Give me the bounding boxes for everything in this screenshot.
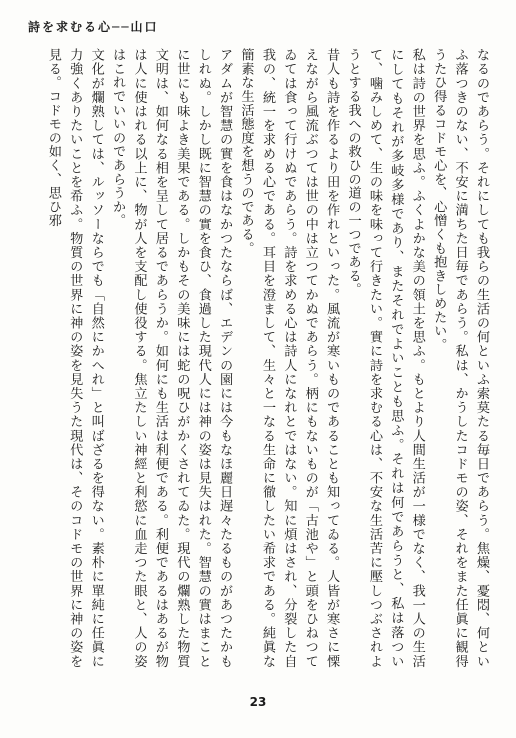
paragraph: なるのであらう。それにしても我らの生活の何といふ索莫たる毎日であらう。焦燥、憂悶、何といふ落つきのない、不安に満ちた日毎であらう。私は、かうしたコドモの姿、それをまた任眞に観得うたひ得るコドモ心を、心憎くも抱きしめたい。 xyxy=(431,48,489,668)
paragraph: 文化が爛熟しては、ルッソーならでも「自然にかへれ」と叫ばざるを得ない。素朴に單純に任眞に力強くありたいことを希ふ。物質の世界に神の姿を見失うた現代は、そのコドモの世界に神の姿を見る。コドモの如く、思ひ邪 xyxy=(45,48,104,668)
running-head: 詩を求むる心──山口 xyxy=(28,20,159,34)
page-number: 23 xyxy=(249,695,267,709)
paragraph: 私は詩の世界を思ふ。ふくよかな美の領土を思ふ。もとより人間生活が一様でなく、我一人の生活にしてもそれが多岐多様であり、またそれでよいことも思ふ。それは何であらうと、私は落ついて、噛みしめて、生の味を味って行きたい。實に詩を求むる心は、不安な生活苦に壓しつぶされようとする我への救ひの道の一つである。 xyxy=(345,48,425,668)
body-text xyxy=(22,48,492,668)
paragraph: 昔人も詩を作るより田を作れといった。風流が寒いものであることも知ってゐる。人皆が寒さに慄えながら風流ぶつては世の中は立つてかぬであらう。柄にもないものが「古池や」と頭をひねつてゐては食って行けぬであらう。詩を求める心は詩人になれとではない。知に煩はされ、分裂した自我の、統一を求める心である。耳目を澄まして、生々と一なる生命に徹したい希求である。純眞な簡素な生活態度を想うのである。 xyxy=(238,48,340,668)
paragraph: アダムが智慧の實を食はなかつたならば、エデンの園には今もなほ麗日遅々たるものがあつたかもしれぬ。しかし既に智慧の實を食ひ、食過した現代人には神の姿は見失はれた。智慧の實はまことに世にも味よき美果である。しかもその美味には蛇の呪ひがかくされてゐた。現代の爛熟した物質文明は、如何なる相を呈して居るであらうか。如何にも生活は利便である。利便であるはあるが物は人に使はれる以上に、物が人を支配し使役する。焦立たしい神經と利慾に血走つた眼と、人の姿はこれでいいのであらうか。 xyxy=(110,48,233,668)
